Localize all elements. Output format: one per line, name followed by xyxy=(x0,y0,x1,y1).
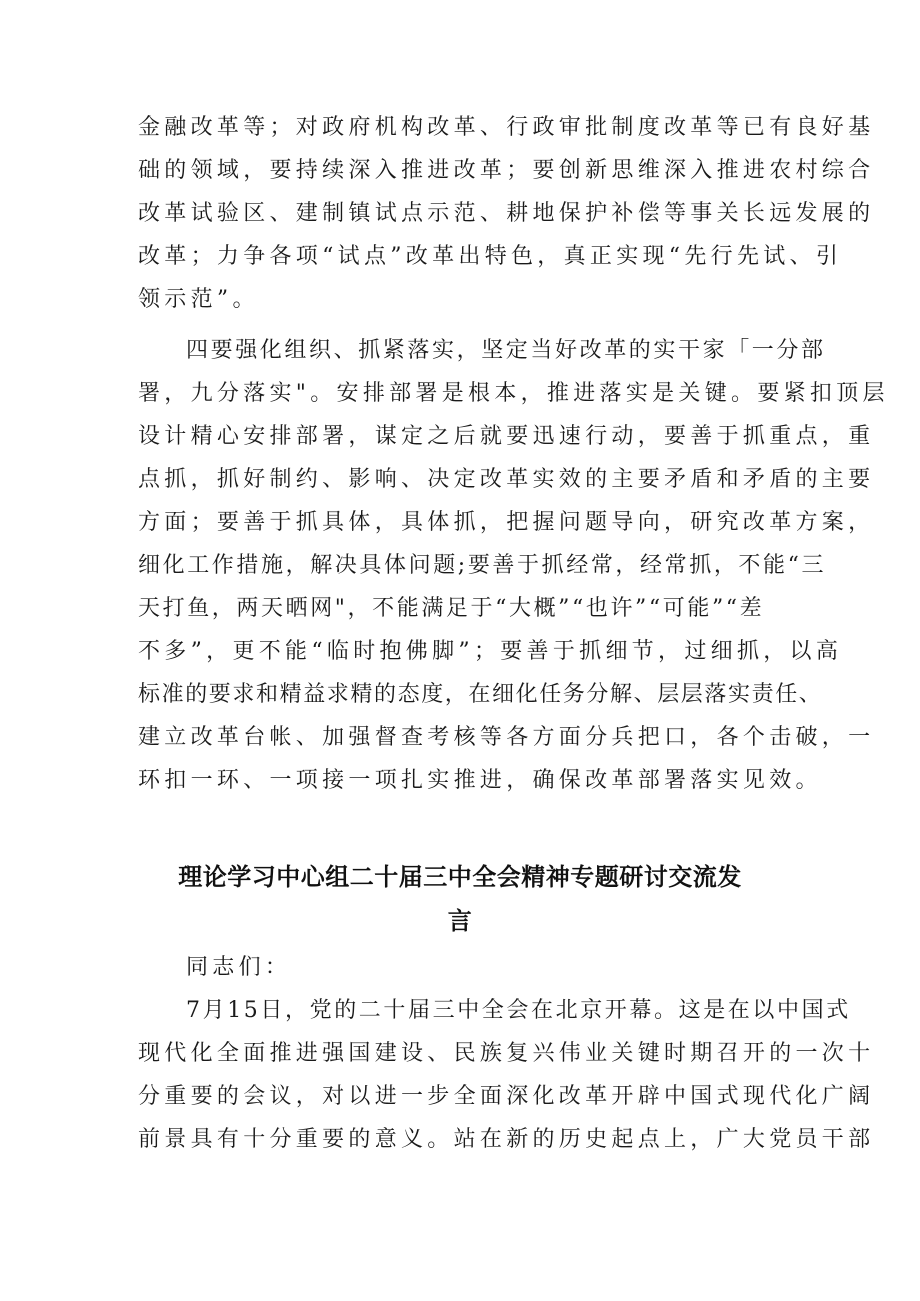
paragraph-line: 点抓，抓好制约、影响、决定改革实效的主要矛盾和矛盾的主要 xyxy=(138,467,875,492)
paragraph-line: 细化工作措施，解决具体问题;要善于抓经常，经常抓，不能“三 xyxy=(138,553,827,578)
document-title-continued: 言 xyxy=(447,907,473,935)
paragraph-line: 现代化全面推进强国建设、民族复兴伟业关键时期召开的一次十 xyxy=(138,1041,875,1066)
paragraph-line: 标准的要求和精益求精的态度，在细化任务分解、层层落实责任、 xyxy=(138,682,823,707)
paragraph-line: 改革试验区、建制镇试点示范、耕地保护补偿等事关长远发展的 xyxy=(138,201,875,226)
paragraph-line: 金融改革等；对政府机构改革、行政审批制度改革等已有良好基 xyxy=(138,115,875,140)
paragraph-line: 7月15日，党的二十届三中全会在北京开幕。这是在以中国式 xyxy=(186,998,851,1023)
document-title: 理论学习中心组二十届三中全会精神专题研讨交流发 xyxy=(178,863,742,891)
paragraph-line: 署，九分落实"。安排部署是根本，推进落实是关键。要紧扣顶层 xyxy=(138,381,889,406)
paragraph-line: 分重要的会议，对以进一步全面深化改革开辟中国式现代化广阔 xyxy=(138,1084,875,1109)
paragraph-line: 领示范”。 xyxy=(138,287,259,312)
paragraph-line: 四要强化组织、抓紧落实，坚定当好改革的实干家「一分部 xyxy=(186,338,826,363)
paragraph-line: 环扣一环、一项接一项扎实推进，确保改革部署落实见效。 xyxy=(138,768,822,793)
paragraph-line: 不多”，更不能“临时抱佛脚”；要善于抓细节，过细抓，以高 xyxy=(138,639,843,664)
paragraph-line: 础的领域，要持续深入推进改革；要创新思维深入推进农村综合 xyxy=(138,158,875,183)
paragraph-line: 方面；要善于抓具体，具体抓，把握问题导向，研究改革方案， xyxy=(138,510,875,535)
paragraph-line: 天打鱼，两天晒网"，不能满足于“大概”“也许”“可能”“差 xyxy=(138,596,765,621)
salutation: 同志们： xyxy=(186,955,292,980)
paragraph-line: 建立改革台帐、加强督查考核等各方面分兵把口，各个击破，一 xyxy=(138,725,875,750)
paragraph-line: 改革；力争各项“试点”改革出特色，真正实现“先行先试、引 xyxy=(138,244,843,269)
paragraph-line: 前景具有十分重要的意义。站在新的历史起点上，广大党员干部 xyxy=(138,1127,875,1152)
paragraph-line: 设计精心安排部署，谋定之后就要迅速行动，要善于抓重点，重 xyxy=(138,424,875,449)
